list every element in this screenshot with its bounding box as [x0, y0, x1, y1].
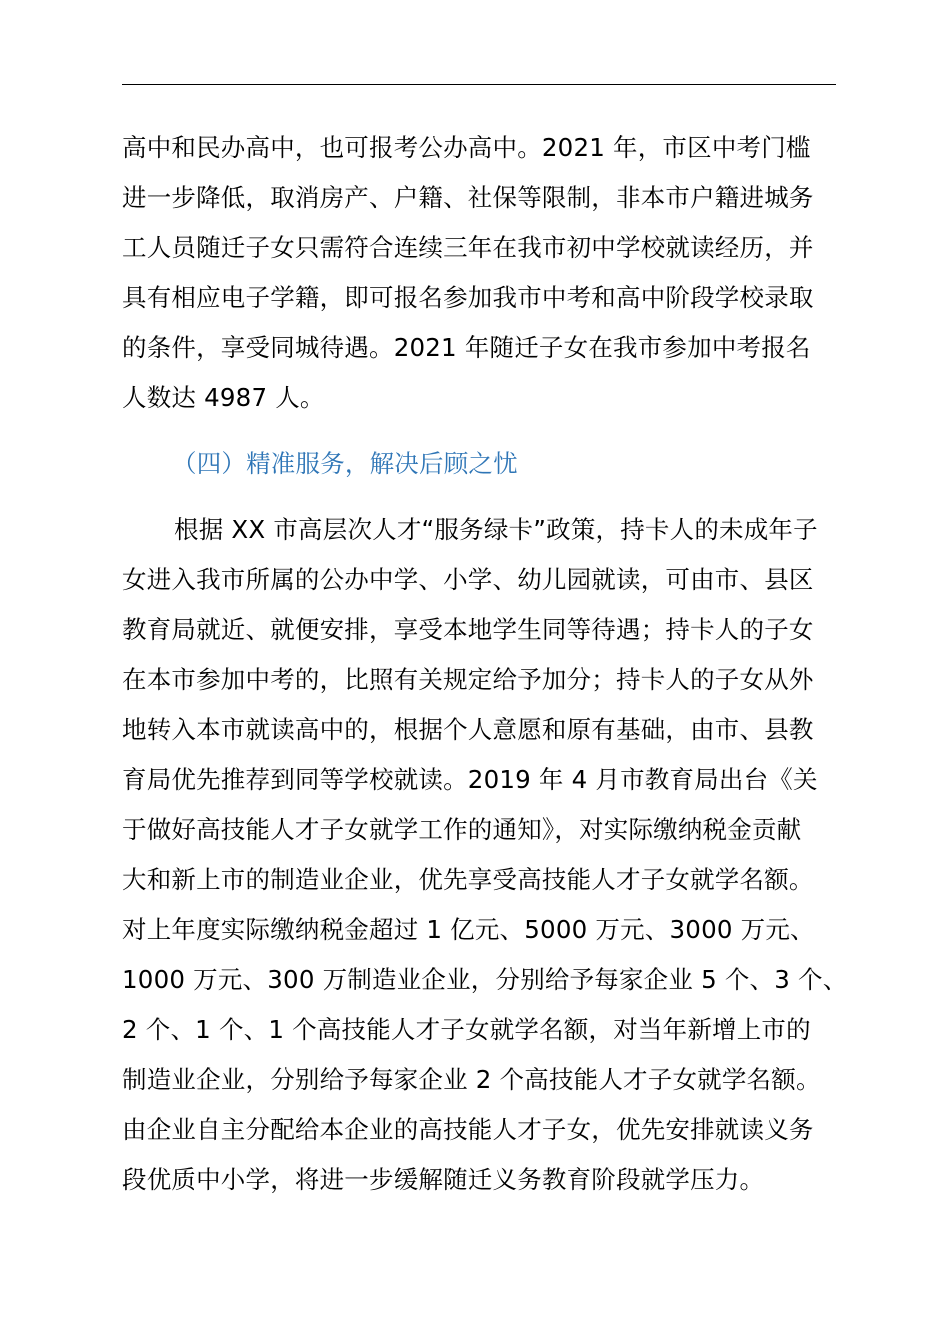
text-line: 具有相应电子学籍，即可报名参加我市中考和高中阶段学校录取: [122, 283, 814, 312]
text-line: 地转入本市就读高中的，根据个人意愿和原有基础，由市、县教: [122, 715, 814, 744]
section-heading-block: [122, 439, 852, 489]
text-line: 对上年度实际缴纳税金超过 1 亿元、5000 万元、3000 万元、: [122, 915, 815, 944]
text-line: 育局优先推荐到同等学校就读。2019 年 4 月市教育局出台《关: [122, 765, 818, 794]
paragraph-2: [122, 505, 852, 1205]
text-line: 的条件，享受同城待遇。2021 年随迁子女在我市参加中考报名: [122, 333, 811, 362]
text-line: 女进入我市所属的公办中学、小学、幼儿园就读，可由市、县区: [122, 565, 814, 594]
text-line: 于做好高技能人才子女就学工作的通知》，对实际缴纳税金贡献: [122, 815, 802, 844]
text-line: 进一步降低，取消房产、户籍、社保等限制，非本市户籍进城务: [122, 183, 814, 212]
text-line: 教育局就近、就便安排，享受本地学生同等待遇；持卡人的子女: [122, 615, 814, 644]
section-heading: （四）精准服务，解决后顾之忧: [172, 449, 518, 478]
header-rule: [122, 84, 836, 85]
text-line: 人数达 4987 人。: [122, 383, 325, 412]
text-line: 段优质中小学，将进一步缓解随迁义务教育阶段就学压力。: [122, 1165, 765, 1194]
text-line: 根据 XX 市高层次人才“服务绿卡”政策，持卡人的未成年子: [174, 515, 818, 544]
text-line: 制造业企业，分别给予每家企业 2 个高技能人才子女就学名额。: [122, 1065, 821, 1094]
text-line: 由企业自主分配给本企业的高技能人才子女，优先安排就读义务: [122, 1115, 814, 1144]
paragraph-1: [122, 123, 852, 423]
text-line: 1000 万元、300 万制造业企业，分别给予每家企业 5 个、3 个、: [122, 965, 848, 994]
text-line: 大和新上市的制造业企业，优先享受高技能人才子女就学名额。: [122, 865, 814, 894]
text-line: 高中和民办高中，也可报考公办高中。2021 年，市区中考门槛: [122, 133, 811, 162]
text-line: 2 个、1 个、1 个高技能人才子女就学名额，对当年新增上市的: [122, 1015, 811, 1044]
text-line: 工人员随迁子女只需符合连续三年在我市初中学校就读经历，并: [122, 233, 814, 262]
text-line: 在本市参加中考的，比照有关规定给予加分；持卡人的子女从外: [122, 665, 814, 694]
